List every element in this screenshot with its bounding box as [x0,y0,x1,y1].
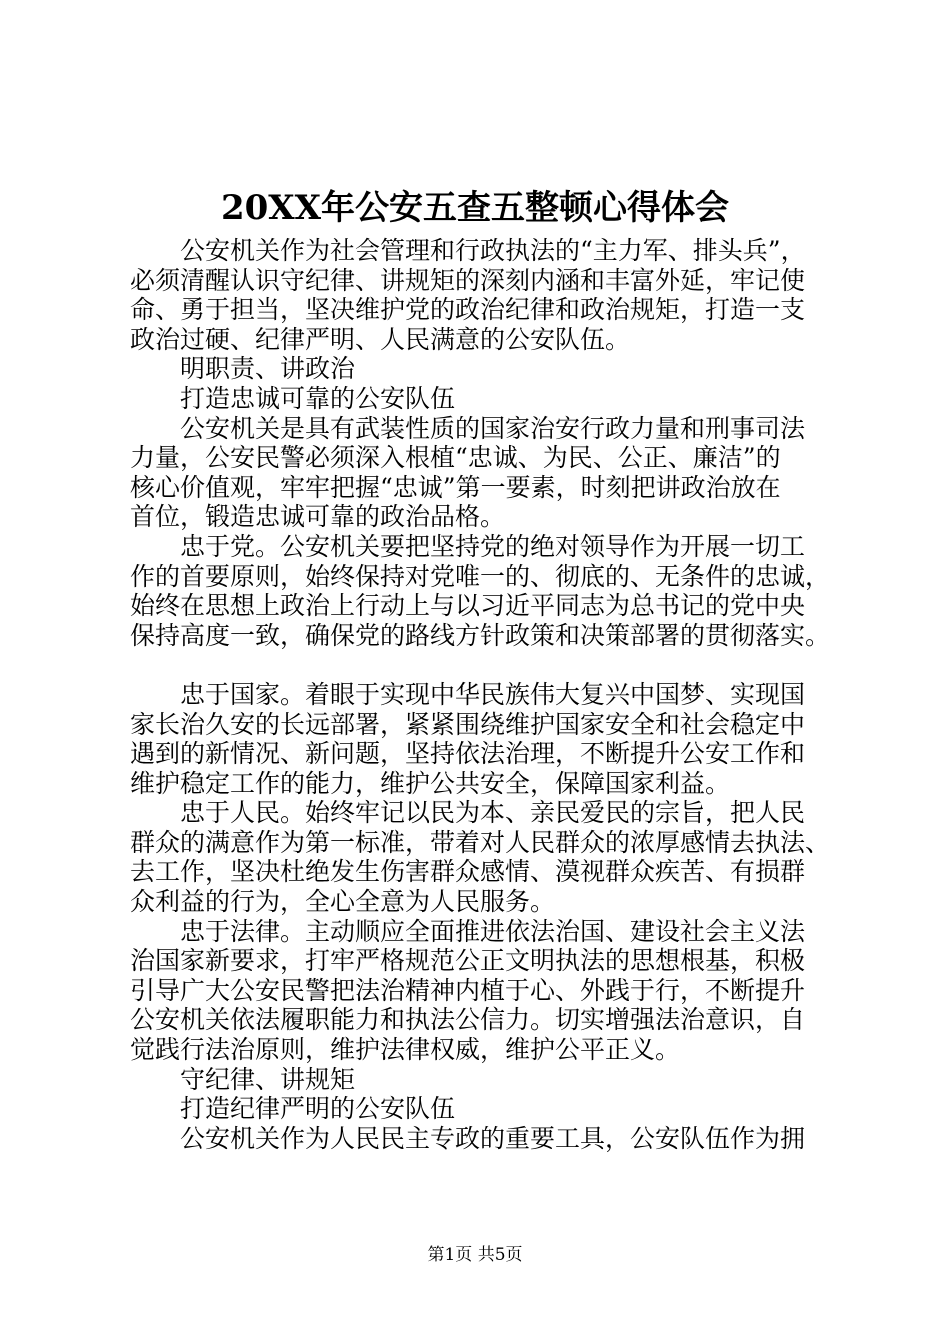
text-line: 维护稳定工作的能力，维护公共安全，保障国家利益。 [130,768,731,798]
text-line: 忠于法律。主动顺应全面推进依法治国、建设社会主义法 [180,916,806,946]
text-line: 始终在思想上政治上行动上与以习近平同志为总书记的党中央 [130,591,806,621]
text-line: 力量，公安民警必须深入根植“忠诚、为民、公正、廉洁”的 [130,443,781,473]
text-line: 公安机关是具有武装性质的国家治安行政力量和刑事司法 [180,413,806,443]
page-number-footer: 第1页 共5页 [427,1245,523,1265]
text-line: 忠于国家。着眼于实现中华民族伟大复兴中国梦、实现国 [180,679,806,709]
document-title: 20XX年公安五查五整顿心得体会 [220,188,730,228]
section-subheading: 打造忠诚可靠的公安队伍 [180,383,456,413]
text-line: 去工作，坚决杜绝发生伤害群众感情、漠视群众疾苦、有损群 [130,857,806,887]
text-line: 政治过硬、纪律严明、人民满意的公安队伍。 [130,324,631,354]
section-subheading: 打造纪律严明的公安队伍 [180,1094,456,1124]
text-line: 作的首要原则，始终保持对党唯一的、彻底的、无条件的忠诚， [130,561,831,591]
text-line: 家长治久安的长远部署，紧紧围绕维护国家安全和社会稳定中 [130,709,806,739]
text-line: 保持高度一致，确保党的路线方针政策和决策部署的贯彻落实。 [130,620,831,650]
text-line: 遇到的新情况、新问题，坚持依法治理，不断提升公安工作和 [130,739,806,769]
section-heading: 明职责、讲政治 [180,354,356,384]
section-heading: 守纪律、讲规矩 [180,1064,356,1094]
text-line: 治国家新要求，打牢严格规范公正文明执法的思想根基，积极 [130,946,806,976]
text-line: 忠于党。公安机关要把坚持党的绝对领导作为开展一切工 [180,531,806,561]
text-line: 引导广大公安民警把法治精神内植于心、外践于行，不断提升 [130,975,806,1005]
document-body [130,236,850,1153]
text-line: 众利益的行为，全心全意为人民服务。 [130,887,556,917]
text-line: 命、勇于担当，坚决维护党的政治纪律和政治规矩，打造一支 [130,295,806,325]
text-line: 觉践行法治原则，维护法律权威，维护公平正义。 [130,1035,681,1065]
text-line: 公安机关作为人民民主专政的重要工具，公安队伍作为拥 [180,1123,806,1153]
text-line: 公安机关作为社会管理和行政执法的“主力军、排头兵”， [180,236,806,265]
text-line: 群众的满意作为第一标准，带着对人民群众的浓厚感情去执法、 [130,827,831,857]
text-line: 公安机关依法履职能力和执法公信力。切实增强法治意识，自 [130,1005,806,1035]
text-line: 忠于人民。始终牢记以民为本、亲民爱民的宗旨，把人民 [180,798,806,828]
text-line: 必须清醒认识守纪律、讲规矩的深刻内涵和丰富外延，牢记使 [130,265,806,295]
text-line: 首位，锻造忠诚可靠的政治品格。 [130,502,506,532]
text-line: 核心价值观，牢牢把握“忠诚”第一要素，时刻把讲政治放在 [130,472,781,502]
blank-line [130,650,850,680]
